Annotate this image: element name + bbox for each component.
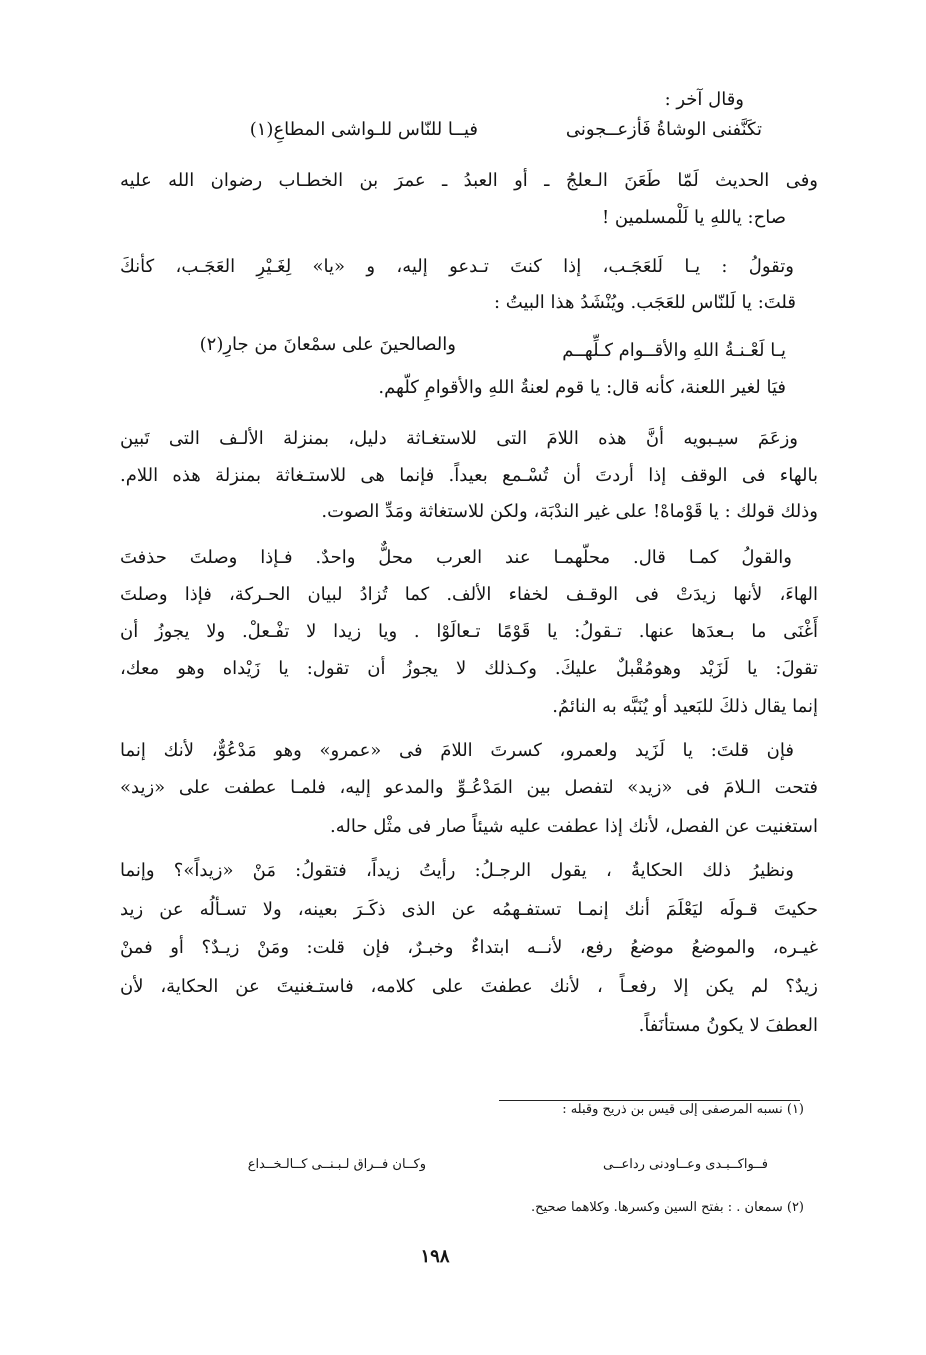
intro-line: وقال آخر : [664, 89, 744, 110]
verse-2-first-hemistich: يـا لَعْـنـةُ اللهِ والأقــوام كـلِّهــم [562, 340, 786, 361]
footnote-1: (١) نسبه المرصفى إلى قيس بن ذريح وقبله : [562, 1102, 804, 1117]
para-7-line-5: العطفَ لا يكونُ مستأنَفاً. [638, 1015, 818, 1036]
para-4-line-2: بالهاء فى الوقف إذا أردتَ أن تُسْـمع بعيداً. فإنما هى للاستـغاثة بمنزلة هذه اللام. [120, 465, 818, 486]
verse-1-second-hemistich: فيــا للنّاس للـواشى المطاعِ(١) [249, 119, 478, 140]
para-5-line-4: تقولَ: يا لَزَيْد وهومُقْبلٌ عليكَ. وكـذلك لا يجوزُ أن تقول: يا زَيْداه وهو معك، [120, 658, 818, 679]
footnote-2: (٢) سمعان . : بفتح السين وكسرها. وكلاهما صحيح. [530, 1200, 804, 1215]
para-3-line-1: فيَا لغير اللعنة، كأنه قال: يا قوم لعنةُ اللهِ والأقوامِ كلّهم. [378, 377, 786, 398]
para-7-line-3: غيـره، والموضعُ موضعُ رفع، لأنــه ابتداءٌ وخبـرٌ، فإن قلت: ومَنْ زيـدٌ؟ أو فمنْ [120, 937, 818, 958]
para-7-line-4: زيدٌ؟ لم يكن إلا رفعـاً ، لأنك عطفتَ على كلامه، فاستـغنيتَ عن الحكاية، لأن [120, 976, 818, 997]
para-2-line-1: وتقولُ : يـا لَلعَجَـب، إذا كنتَ تـدعو إليه، و «يا» لِغَـيْرِ العَجَـب، كأنكَ [120, 256, 794, 277]
para-6-line-3: استغنيت عن الفصل، لأنك إذا عطفت عليه شيئاً صار فى مثْل حاله. [330, 816, 818, 837]
page-number: ١٩٨ [420, 1246, 450, 1267]
para-7-line-1: ونظيرُ ذلك الحكايةُ ، يقول الرجـلُ: رأيتُ زيداً، فتقولُ: مَنْ «زيداً»؟ وإنما [120, 860, 794, 881]
para-6-line-1: فإن قلتَ: يا لَزَيد ولعمرو، كسرتَ اللامَ فى «عمرو» وهو مَدْعُوٌّ، لأنك إنما [120, 740, 794, 761]
footnote-verse-second: وكــان فــراق لـبـنــى كــالـخــداع [247, 1157, 426, 1172]
footnote-verse-first: فــواكــبـدى وعــاودنى رداعــى [603, 1157, 768, 1172]
para-1-line-1: وفى الحديث لَمّا طَعَنَ الـعلجُ ـ أو العبدُ ـ عمرَ بن الخطـاب رضوان الله عليه [120, 170, 818, 191]
para-5-line-1: والقولُ كمـا قال. محلّهمـا عند العرب محلٌّ واحدٌ. فـإذا وصلتَ حذفتَ [120, 547, 792, 568]
para-6-line-2: فتحت الـلامَ فى «زيد» لتفصل بين المَدْعُـوِّ والمدعو إليه، فلمـا عطفت على «زيد» [120, 777, 818, 798]
para-5-line-2: الهاءَ، لأنها زيدَتْ فى الوقـف لخفاء الألف. كما تُزادُ لبيان الحـركة، فإذا وصلتَ [120, 584, 818, 605]
para-5-line-3: أَغْنَى ما بـعدَها عنها. تـقولُ: يا قَوْمًا تـعالَوْا . ويا زيدا لا تفْـعلْ. ولا يجوزُ أن [120, 621, 818, 642]
para-5-line-5: إنما يقال ذلكَ للبَعيد أو يُنَبَّه به النائمُ. [552, 696, 818, 717]
para-7-line-2: حكيتَ قـولَه ليَعْلَمَ أنك إنمـا تستفـهمُه عن الذى ذكَـرَ بعينه، ولا تسـألُه عن زيد [120, 899, 818, 920]
para-2-line-2: قلتَ: يا لَلنّاس للعَجَب. ويُنْشَدُ هذا البيتُ : [494, 292, 796, 313]
verse-1-first-hemistich: تكَنَّفنى الوشاةُ فَأزعــجونى [565, 119, 762, 140]
para-4-line-3: وذلك قولك : يا قَوْماهْ! على غير الندْبَة، ولكن للاستغاثة ومَدِّ الصوت. [321, 501, 818, 522]
para-4-line-1: وزعَمَ سيـبويه أنَّ هذه اللامَ التى للاستغـاثة دليل، بمنزلة الألـف التى تَبين [120, 428, 798, 449]
para-1-line-2: صاح: ياللهِ يا لَلْمسلمين ! [601, 207, 786, 228]
verse-2-second-hemistich: والصالحينَ على سمْعانَ من جارِ(٢) [199, 334, 456, 355]
